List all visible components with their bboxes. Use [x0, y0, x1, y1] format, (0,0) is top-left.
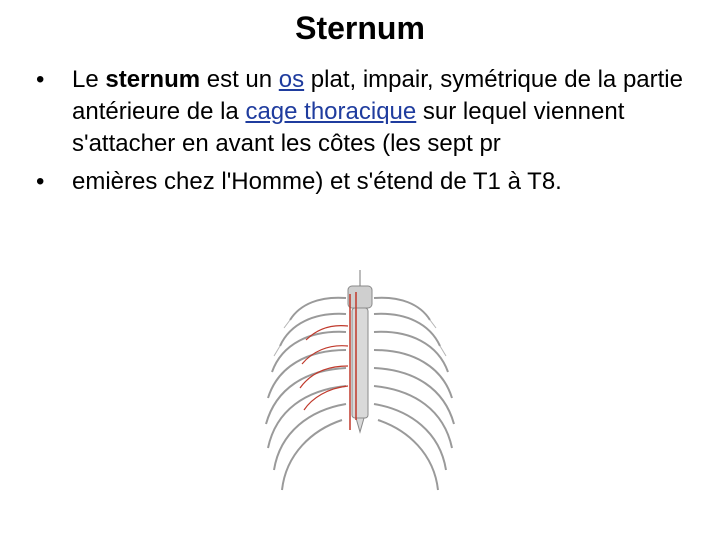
rib-cage-illustration	[250, 270, 470, 522]
bullet-text: emières chez l'Homme) et s'étend de T1 à T8.	[72, 168, 562, 195]
bullet-item-2	[36, 166, 686, 198]
bullet-text: est un	[200, 66, 279, 93]
bullet-item-1	[36, 64, 686, 160]
bullet-text: sur lequel viennent s'attacher en avant les côtes (les sept pr	[72, 98, 625, 157]
ribs-right	[374, 298, 454, 490]
bullet-marker: •	[36, 66, 45, 93]
bold-term-sternum: sternum	[105, 66, 201, 93]
xiphoid-process	[356, 418, 364, 432]
bullet-text: Le	[72, 66, 106, 93]
manubrium	[348, 286, 372, 308]
link-cage-thoracique[interactable]: cage thoracique	[245, 98, 417, 125]
sternum-body	[352, 308, 368, 418]
bullet-text: plat, impair, symétrique de la partie antérieure de la	[72, 66, 683, 125]
link-os[interactable]: os	[278, 66, 305, 93]
bullet-list	[36, 64, 686, 204]
bullet-marker: •	[36, 168, 45, 195]
slide-title: Sternum	[295, 10, 425, 46]
